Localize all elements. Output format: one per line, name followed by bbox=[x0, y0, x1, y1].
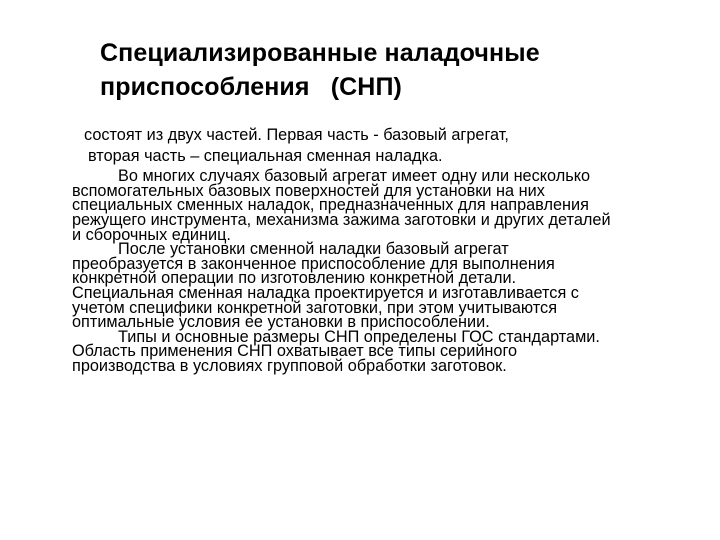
paragraph-2-line-2: преобразуется в законченное приспособление для выполнения bbox=[72, 254, 555, 273]
paragraph-3-line-2: Область применения СНП охватывает все типы серийного bbox=[72, 342, 518, 361]
intro-line-2: вторая часть – специальная сменная наладка. bbox=[88, 146, 443, 165]
paragraph-1-line-5: и сборочных единиц. bbox=[72, 225, 231, 244]
intro-line-1: состоят из двух частей. Первая часть - базовый агрегат, bbox=[84, 126, 509, 144]
paragraph-1-line-2: вспомогательных базовых поверхностей для установки на них bbox=[72, 181, 545, 200]
paragraph-2-line-6: оптимальные условия ее установки в приспособлении. bbox=[72, 313, 490, 332]
paragraph-1-line-3: специальных сменных наладок, предназначенных для направления bbox=[72, 196, 589, 215]
title-line-2: приспособления (СНП) bbox=[100, 73, 402, 101]
slide-title bbox=[100, 36, 660, 104]
paragraph-2-line-4: Специальная сменная наладка проектируется и изготавливается с bbox=[72, 283, 579, 302]
paragraph-3-line-1: Типы и основные размеры СНП определены ГОС стандартами. bbox=[118, 327, 600, 346]
paragraph-2-line-1: После установки сменной наладки базовый агрегат bbox=[118, 240, 509, 259]
slide-body bbox=[72, 128, 682, 374]
title-line-1: Специализированные наладочные bbox=[100, 39, 540, 67]
paragraph-2-line-3: конкретной операции по изготовлению конкретной детали. bbox=[72, 269, 517, 288]
paragraph-3-line-3: производства в условиях групповой обработки заготовок. bbox=[72, 356, 507, 375]
paragraph-1-line-1: Во многих случаях базовый агрегат имеет одну или несколько bbox=[118, 167, 591, 186]
paragraph-1-line-4: режущего инструмента, механизма зажима заготовки и других деталей bbox=[72, 210, 611, 229]
paragraph-2-line-5: учетом специфики конкретной заготовки, при этом учитываются bbox=[72, 298, 558, 317]
